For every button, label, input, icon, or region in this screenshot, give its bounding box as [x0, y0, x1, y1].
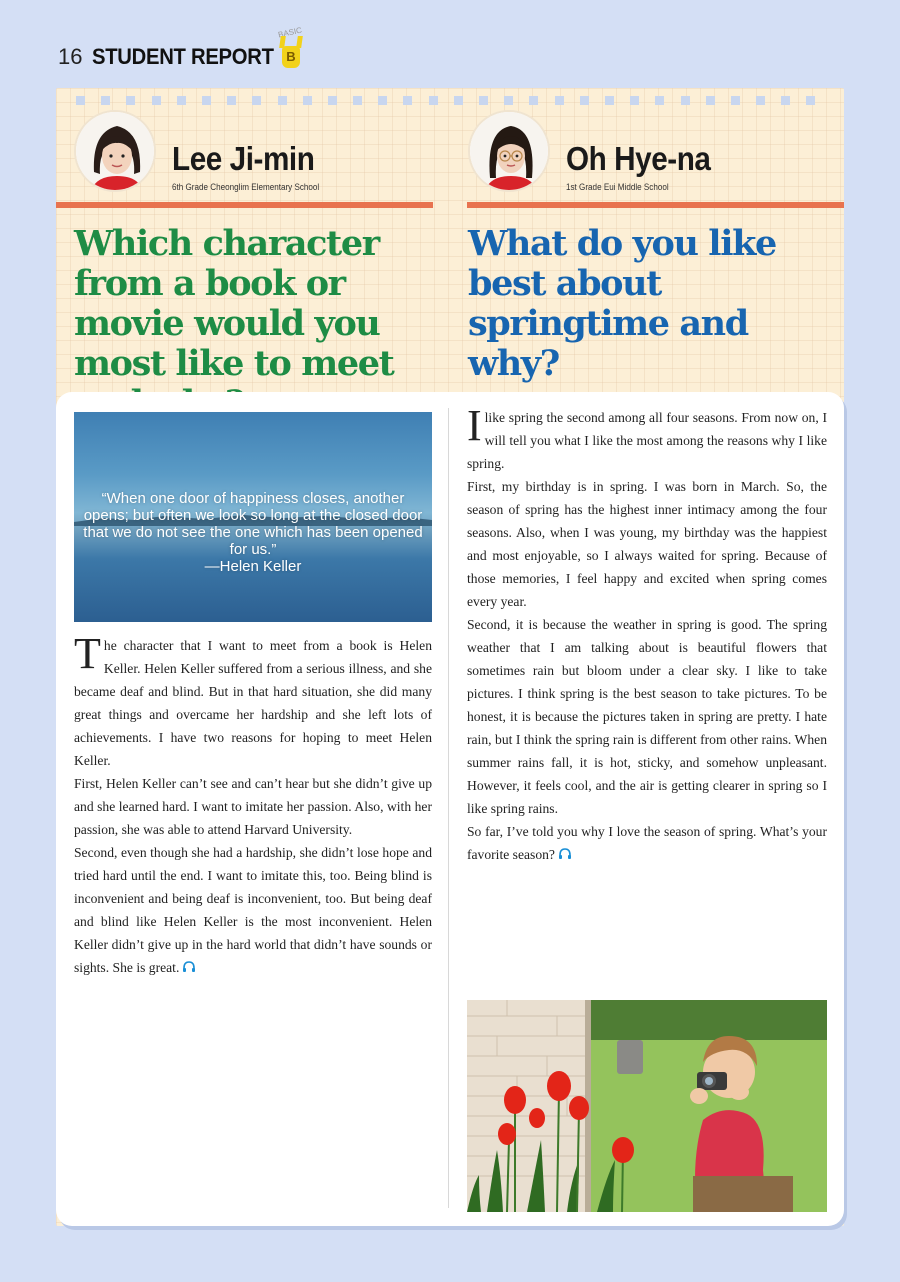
column-divider — [448, 408, 449, 1208]
page-header — [58, 25, 303, 74]
paragraph: Second, it is because the weather in spring is good. The spring weather that I am talking about is beautiful flowers that sometimes rain but bloom under a clear sky. I like to take pictures. I think spring is the best season to take pictures. To be honest, it is because the pictures taken in spring are pretty. I hate rain, but I think the spring rain is different from other rains. When summer rains fall, it is hot, sticky, and somehow unpleasant. However, it feels cool, and the air is getting clearer in spring so I like spring rains. — [467, 617, 827, 816]
drop-cap: I — [467, 401, 482, 450]
profile-oh-hye-na — [468, 110, 828, 200]
notebook-panel — [56, 88, 844, 1226]
avatar — [468, 110, 550, 192]
question-heading: Which character from a book or movie would you most like to meet — [74, 223, 394, 384]
page-number: 16 — [58, 44, 83, 69]
headphone-icon — [182, 961, 196, 973]
paragraph: So far, I’ve told you why I love the season of spring. What’s your favorite season? — [467, 824, 827, 862]
avatar — [74, 110, 156, 192]
drop-cap: T — [74, 629, 101, 678]
question-heading: What do you like best about springtime and why? — [468, 223, 776, 384]
paragraph: First, Helen Keller can’t see and can’t hear but she didn’t give up and she learned hard. I want to imitate her passion. Also, with her passion, she was able to attend Harvard University. — [74, 776, 432, 837]
basic-badge — [276, 25, 306, 74]
student-school: 1st Grade Eui Middle School — [566, 182, 669, 192]
paragraph: First, my birthday is in spring. I was born in March. So, the season of spring has the highest inner intimacy among the four seasons. Also, when I was young, my birthday was the happiest and most enjoyable, so I always waited for spring. Because of those memories, I feel happy and excited when spring comes every year. — [467, 479, 827, 609]
headphone-icon — [558, 848, 572, 860]
badge-letter: B — [282, 46, 300, 68]
profile-lee-ji-min — [74, 110, 434, 200]
paragraph: he character that I want to meet from a book is Helen Keller. Helen Keller suffered from a serious illness, and she became deaf and blind. But in that hard situation, she did many great things and overcame her hardship and she left lots of achievements. I have two reasons for hoping to meet Helen Keller. — [74, 638, 432, 768]
quote-image — [74, 412, 432, 622]
paragraph: like spring the second among all four seasons. From now on, I will tell you what I like the most among the reasons why I like spring. — [467, 410, 827, 471]
content-card — [56, 392, 844, 1226]
student-school: 6th Grade Cheonglim Elementary School — [172, 182, 320, 192]
divider-rule — [467, 202, 844, 208]
article-right — [467, 401, 827, 866]
divider-rule — [56, 202, 433, 208]
paragraph: Second, even though she had a hardship, she didn’t lose hope and tried hard until the end. I want to imitate this, too. Being blind is inconvenient and being deaf is inconvenient, too. But being deaf and blind like Helen Keller is the most inconvenient. Helen Keller didn’t give up in the hard world that didn’t have sounds or sights. She is great. — [74, 845, 432, 975]
section-title: STUDENT REPORT — [92, 44, 275, 69]
student-name: Oh Hye-na — [566, 140, 711, 177]
article-left — [74, 629, 432, 979]
quote-author: —Helen Keller — [204, 558, 302, 575]
photo-boy-with-camera — [467, 1000, 827, 1212]
binder-holes — [76, 96, 826, 106]
quote-body: “When one door of happiness closes, another opens; but often we look so long at the closed door that we do not see the one which has been opened for us.” — [83, 490, 423, 558]
student-name: Lee Ji-min — [172, 140, 315, 177]
badge-label: BASIC — [277, 25, 303, 40]
quote-text — [82, 490, 424, 575]
